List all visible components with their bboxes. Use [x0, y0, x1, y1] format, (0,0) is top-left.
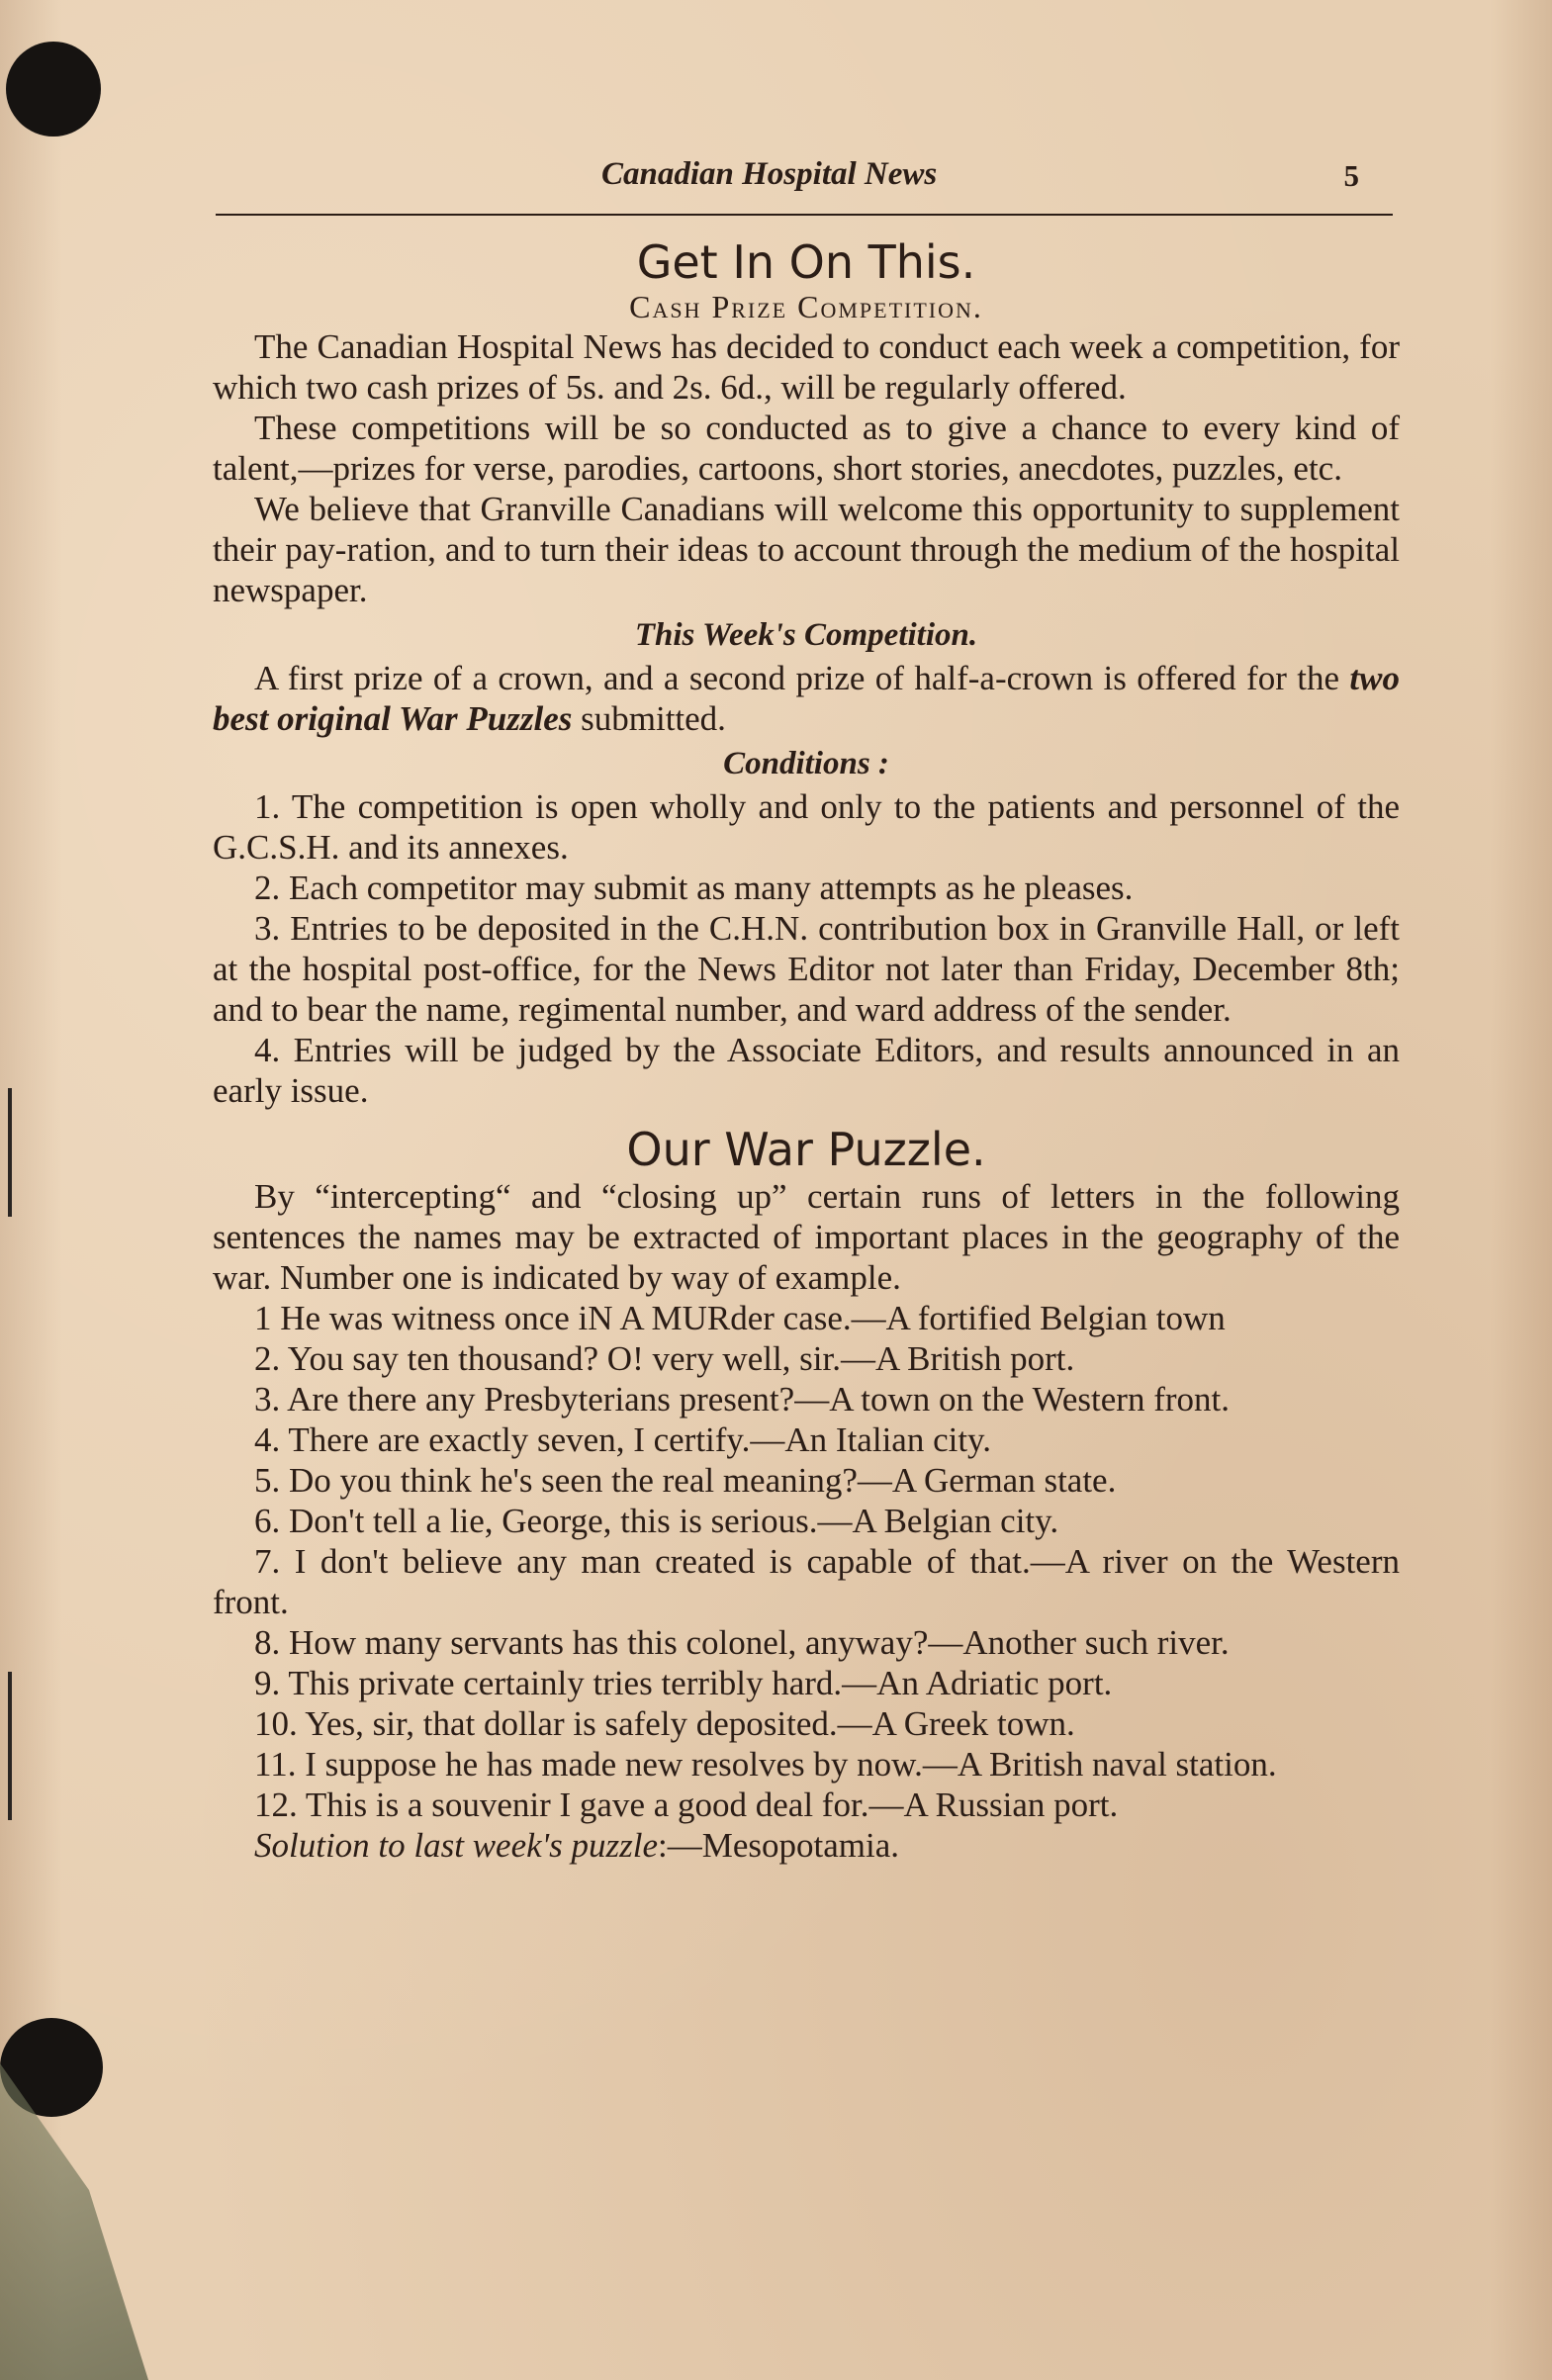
competition-subheading: Cash Prize Competition. — [629, 289, 983, 324]
prize-text: A first prize of a crown, and a second prize of half-a-crown is offered for the — [254, 659, 1350, 697]
condition-item: 1. The competition is open wholly and only to the patients and personnel of the G.C.S.H. and its annexes. — [213, 787, 1400, 867]
binding-hole-top — [6, 42, 101, 137]
header-rule — [216, 214, 1393, 216]
paragraph: We believe that Granville Canadians will welcome this opportunity to supplement their pay-ration, and to turn their ideas to account through the medium of the hospital newspaper. — [213, 490, 1400, 609]
puzzle-item: 3. Are there any Presbyterians present?—A town on the Western front. — [254, 1380, 1230, 1419]
puzzle-item: 12. This is a souvenir I gave a good deal for.—A Russian port. — [254, 1785, 1119, 1824]
prize-text-emphasis: two best original War Puzzles — [213, 659, 1400, 738]
paragraph: The Canadian Hospital News has decided to conduct each week a competition, for which two cash prizes of 5s. and 2s. 6d., will be regularly offered. — [213, 327, 1400, 407]
puzzle-item: 8. How many servants has this colonel, anyway?—Another such river. — [254, 1623, 1230, 1662]
puzzle-item: 10. Yes, sir, that dollar is safely deposited.—A Greek town. — [254, 1704, 1075, 1743]
margin-mark — [8, 1672, 12, 1820]
solution-label: Solution to last week's puzzle — [254, 1826, 659, 1865]
paragraph: These competitions will be so conducted as to give a chance to every kind of talent,—prizes for verse, parodies, cartoons, short stories, anecdotes, puzzles, etc. — [213, 409, 1400, 488]
puzzle-item: 6. Don't tell a lie, George, this is serious.—A Belgian city. — [254, 1502, 1059, 1540]
page-header — [216, 156, 1393, 216]
this-week-heading: This Week's Competition. — [634, 617, 978, 653]
puzzle-item: 1 He was witness once iN A MURder case.—A fortified Belgian town — [254, 1299, 1226, 1337]
solution-value: :—Mesopotamia. — [658, 1826, 900, 1865]
running-title: Canadian Hospital News — [601, 156, 938, 192]
conditions-list — [213, 786, 1400, 1111]
condition-item: 3. Entries to be deposited in the C.H.N. contribution box in Granville Hall, or left at the hospital post-office, for the News Editor not later than Friday, December 8th; and to bear the name, regimental number, and ward address of the sender. — [213, 909, 1400, 1029]
prize-paragraph — [213, 658, 1400, 739]
conditions-heading: Conditions : — [723, 746, 889, 781]
puzzle-item: 7. I don't believe any man created is capable of that.—A river on the Western front. — [213, 1542, 1400, 1621]
puzzle-heading: Our War Puzzle. — [626, 1123, 986, 1176]
puzzle-item: 2. You say ten thousand? O! very well, sir.—A British port. — [254, 1339, 1075, 1378]
puzzle-item: 11. I suppose he has made new resolves by now.—A British naval station. — [254, 1745, 1277, 1784]
puzzle-list — [213, 1298, 1400, 1825]
puzzle-intro: By “intercepting“ and “closing up” certain runs of letters in the following sentences the names may be extracted of important places in the geography of the war. Number one is indicated by way of example. — [213, 1177, 1400, 1297]
condition-item: 4. Entries will be judged by the Associate Editors, and results announced in an early issue. — [213, 1031, 1400, 1110]
solution-line — [213, 1825, 1400, 1866]
puzzle-item: 5. Do you think he's seen the real meaning?—A German state. — [254, 1461, 1117, 1500]
prize-text-end: submitted. — [572, 699, 726, 738]
competition-heading: Get In On This. — [636, 235, 976, 289]
page-number: 5 — [1343, 158, 1359, 193]
margin-mark — [8, 1088, 12, 1217]
page-content — [213, 235, 1400, 1866]
puzzle-item: 9. This private certainly tries terribly hard.—An Adriatic port. — [254, 1664, 1113, 1702]
puzzle-item: 4. There are exactly seven, I certify.—An Italian city. — [254, 1420, 992, 1459]
condition-item: 2. Each competitor may submit as many attempts as he pleases. — [254, 869, 1134, 907]
